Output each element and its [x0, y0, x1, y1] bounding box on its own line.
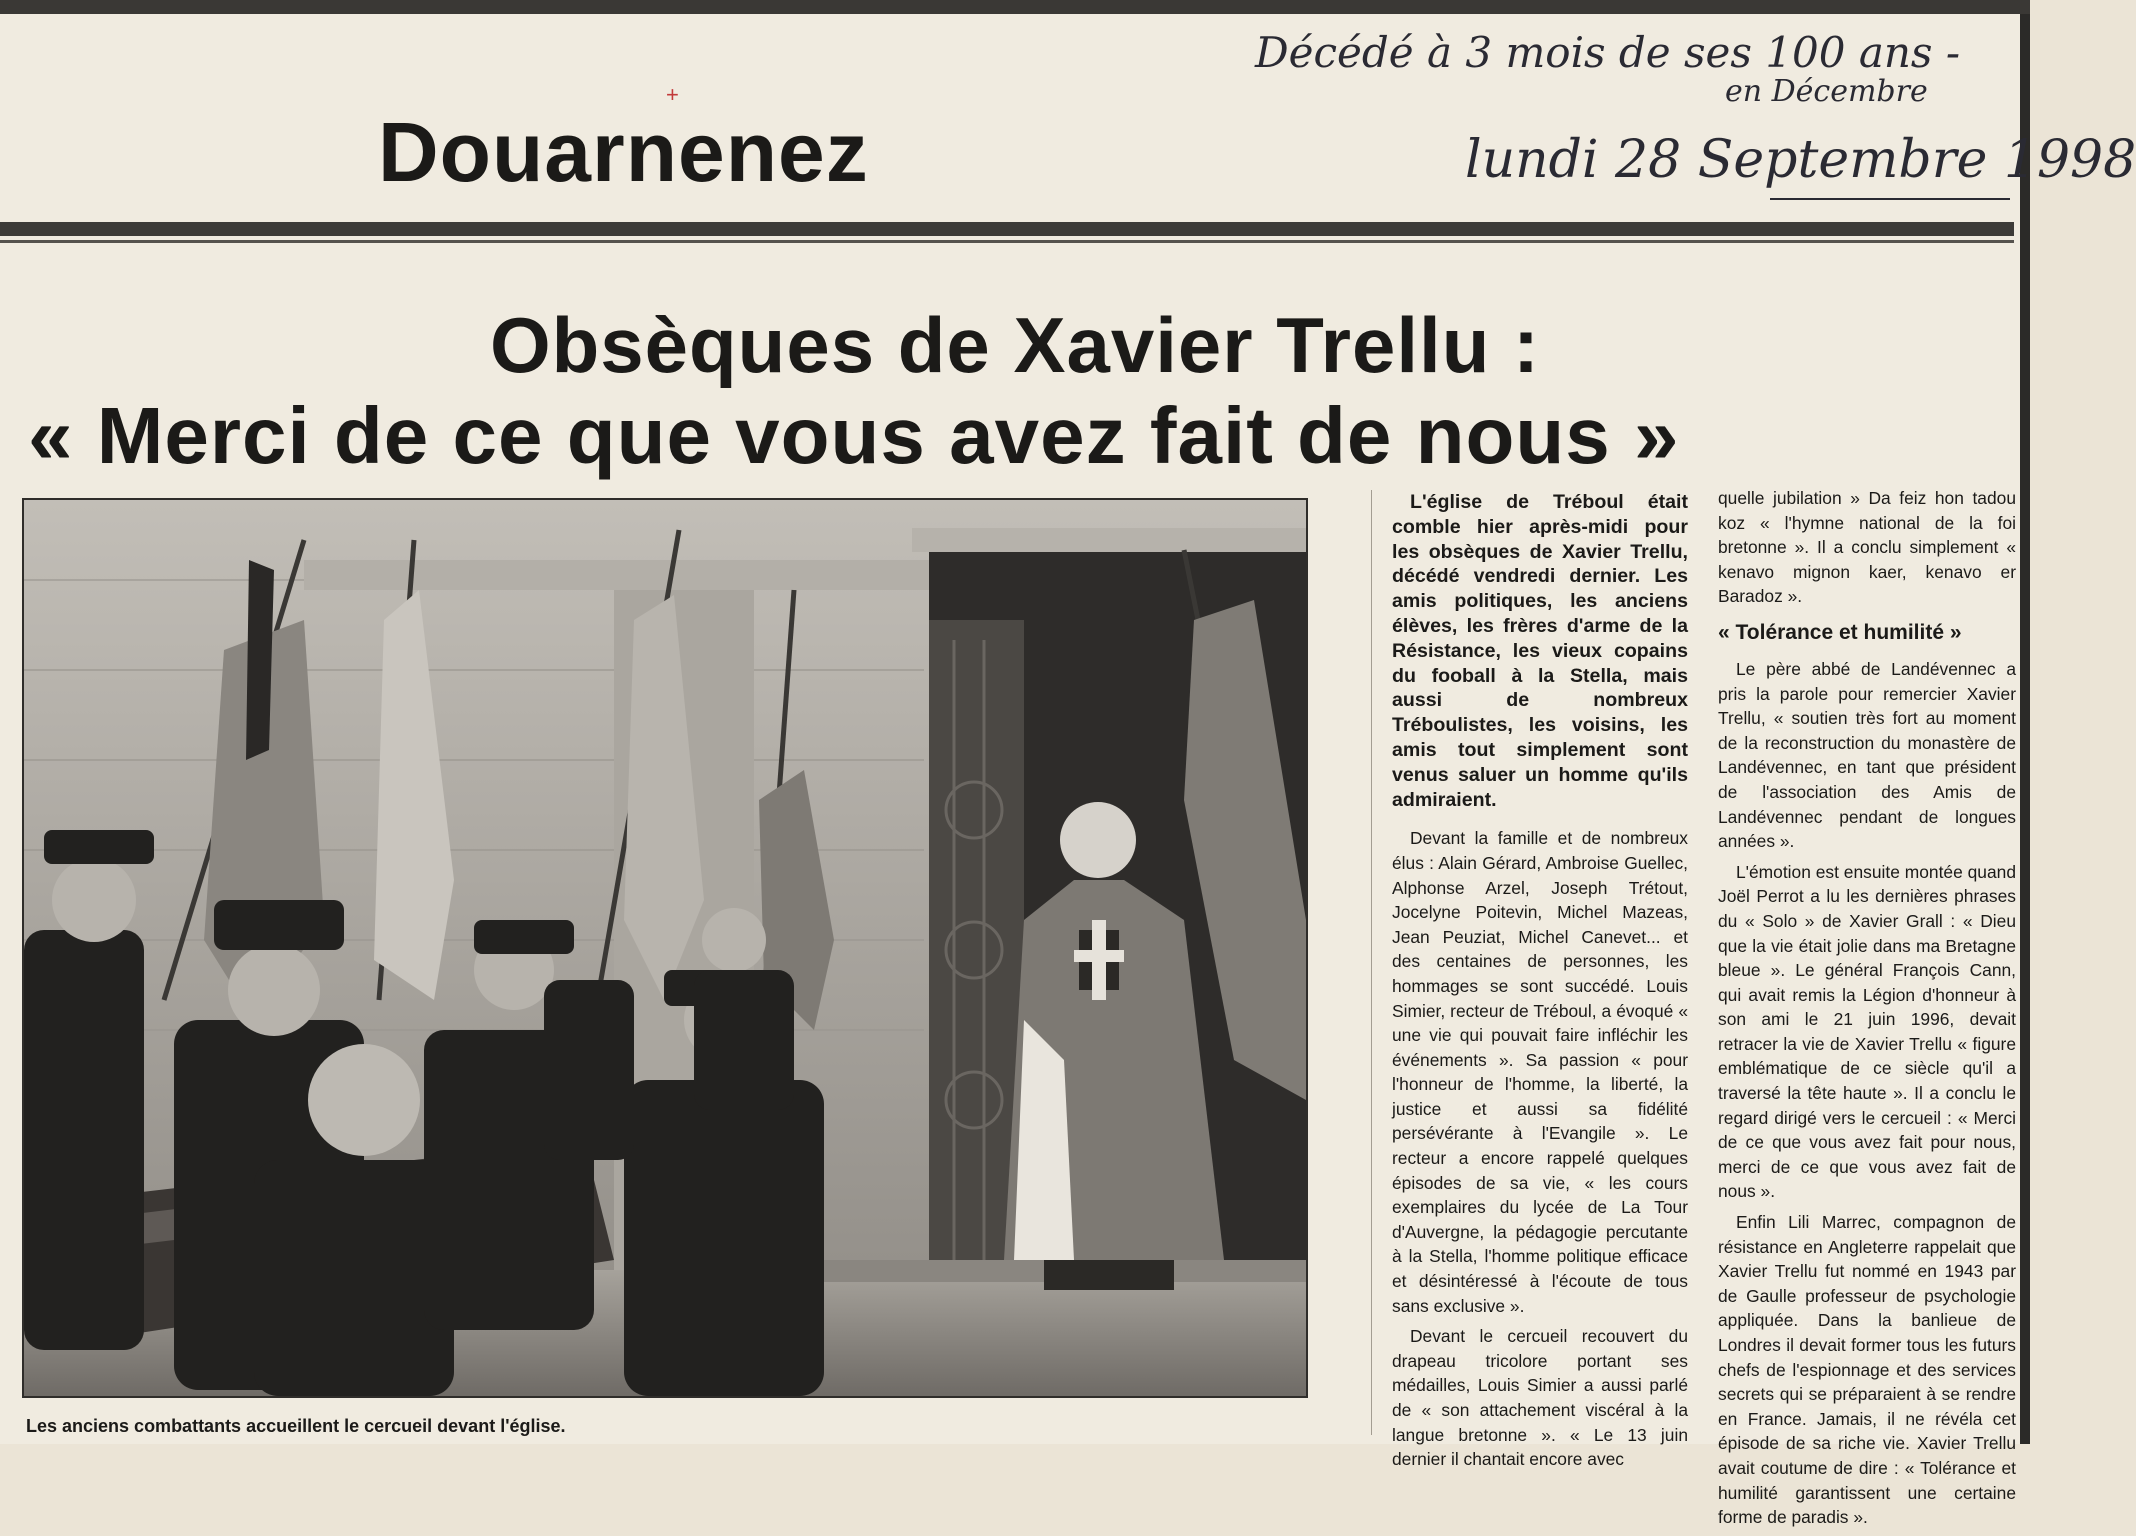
church-photo-illustration [24, 500, 1306, 1396]
handwritten-note: Décédé à 3 mois de ses 100 ans - [1255, 28, 1961, 77]
headline-line-2: « Merci de ce que vous avez fait de nous » [28, 391, 1680, 480]
article-paragraph: Devant le cercueil recouvert du drapeau tricolore portant ses médailles, Louis Simier a aussi parlé de « son attachement viscéral à la langue bretonne ». « Le 13 juin dernier il chantait encore avec [1392, 1326, 1688, 1470]
photo-caption: Les anciens combattants accueillent le cercueil devant l'église. [26, 1416, 566, 1436]
handwritten-note-continuation: en Décembre [1725, 74, 1928, 109]
handwritten-date: lundi 28 Septembre 1998 [1465, 130, 2136, 190]
section-rule [0, 222, 2014, 236]
article-paragraph: quelle jubilation » Da feiz hon tadou koz « l'hymne national de la foi bretonne ». Il a conclu simplement « kenavo mignon kaer, kenavo er Baradoz ». [1718, 488, 2016, 607]
section-rule-thin [0, 240, 2014, 243]
article-paragraph: Le père abbé de Landévennec a pris la parole pour remercier Xavier Trellu, « soutien très fort au moment de la reconstruction du monastère de Landévennec, en tant que président de l'association des Amis de Landévennec pendant de longues années ». [1718, 658, 2016, 852]
column-divider [1371, 490, 1372, 1435]
article-paragraph: Devant la famille et de nombreux élus : Alain Gérard, Ambroise Guellec, Alphonse Arzel, Joseph Trétout, Jocelyne Poitevin, Michel Mazeas, Jean Peuziat, Michel Canevet... et des centaines de personnes, les hommages se sont succédé. Louis Simier, recteur de Tréboul, a évoqué « une vie qui pouvait faire infléchir les événements ». Sa passion « pour l'honneur de l'homme, la liberté, la justice et aussi sa fidélité persévérante à l'Evangile ». Le recteur a encore rappelé quelques épisodes de sa vie, « les cours exemplaires du lycée de La Tour d'Auvergne, la pédagogie percutante à la Stella, l'homme politique efficace et désintéressé à l'écoute de tous sans exclusive ». [1392, 828, 1688, 1316]
show-through-text [20, 140, 37, 211]
scan-edge [0, 0, 2030, 14]
article-paragraph: Enfin Lili Marrec, compagnon de résistance en Angleterre rappelait que Xavier Trellu fut nommé en 1943 par de Gaulle professeur de psychologie appliquée. Dans la banlieue de Londres il devait former tous les futurs chefs de l'espionnage et des services secrets qui se préparaient à se rendre en France. Jamais, il ne révéla cet épisode de sa riche vie. Xavier Trellu avait coutume de dire : « Tolérance et humilité garantissent une certaine forme de paradis ». [1718, 1212, 2016, 1528]
article-column-2 [1718, 486, 2016, 1536]
article-photo [22, 498, 1308, 1398]
article-lead: L'église de Tréboul était comble hier après-midi pour les obsèques de Xavier Trellu, décédé vendredi dernier. Les amis politiques, les anciens élèves, les frères d'arme de la Résistance, les vieux copains du fooball à la Stella, mais aussi de nombreux Tréboulistes, les voisins, les amis tout simplement sont venus saluer un homme qu'ils admiraient. [1392, 491, 1688, 811]
handwritten-underline [1770, 198, 2010, 200]
article-subhead: « Tolérance et humilité » [1718, 620, 1962, 644]
article-column-1 [1392, 490, 1688, 1478]
section-title: Douarnenez [378, 105, 869, 199]
headline-line-1: Obsèques de Xavier Trellu : [489, 301, 1541, 389]
article-paragraph: L'émotion est ensuite montée quand Joël Perrot a lu les dernières phrases du « Solo » de Xavier Grall : « Dieu que la vie était jolie dans ma Bretagne bleue ». Le général François Cann, qui avait remis la Légion d'honneur à son ami le 21 juin 1996, devait retracer la vie de Xavier Trellu « figure emblématique de ce siècle qu'il a traversé la tête haute ». Il a conclu le regard dirigé vers le cercueil : « Merci de ce que vous avez fait pour nous, merci de ce que vous avez fait de nous ». [1718, 861, 2016, 1202]
cross-mark-icon: + [666, 82, 679, 107]
